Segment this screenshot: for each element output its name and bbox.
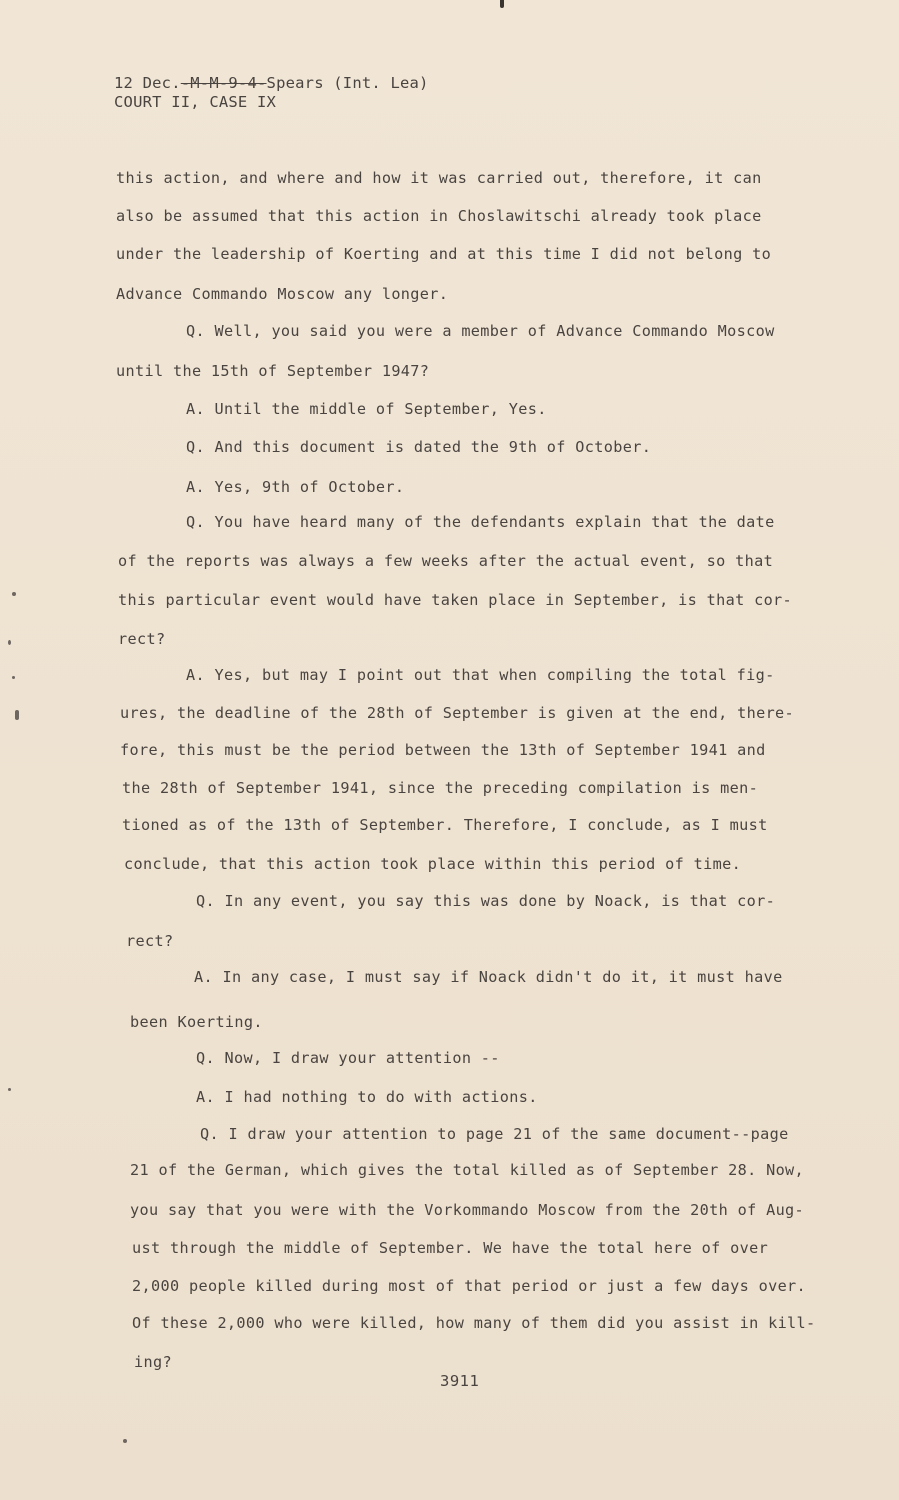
header-date: 12 Dec.	[114, 74, 181, 92]
text-line: ust through the middle of September. We have the total here of over	[132, 1239, 769, 1257]
text-line: rect?	[126, 932, 174, 950]
text-line: A. I had nothing to do with actions.	[196, 1088, 538, 1106]
text-line: Q. You have heard many of the defendants explain that the date	[186, 513, 775, 531]
text-line: Q. Well, you said you were a member of Advance Commando Moscow	[186, 322, 775, 340]
text-line: 21 of the German, which gives the total killed as of September 28. Now,	[130, 1161, 805, 1179]
margin-mark	[8, 640, 11, 645]
margin-mark	[12, 592, 16, 596]
text-line: tioned as of the 13th of September. Therefore, I conclude, as I must	[122, 816, 768, 834]
text-line: 2,000 people killed during most of that period or just a few days over.	[132, 1277, 807, 1295]
header-line-2: COURT II, CASE IX	[114, 93, 277, 111]
margin-mark	[15, 710, 19, 720]
margin-mark	[123, 1439, 127, 1443]
document-header	[114, 74, 429, 112]
margin-mark	[8, 1088, 11, 1091]
text-line: A. Yes, but may I point out that when compiling the total fig-	[186, 666, 775, 684]
top-binding-mark	[500, 0, 504, 8]
text-line: A. Yes, 9th of October.	[186, 478, 405, 496]
text-line: the 28th of September 1941, since the preceding compilation is men-	[122, 779, 759, 797]
text-line: also be assumed that this action in Choslawitschi already took place	[116, 207, 762, 225]
text-line: been Koerting.	[130, 1013, 263, 1031]
text-line: Advance Commando Moscow any longer.	[116, 285, 449, 303]
header-line-1	[114, 74, 429, 93]
text-line: you say that you were with the Vorkommando Moscow from the 20th of Aug-	[130, 1201, 805, 1219]
text-line: Of these 2,000 who were killed, how many of them did you assist in kill-	[132, 1314, 816, 1332]
text-line: this particular event would have taken place in September, is that cor-	[118, 591, 793, 609]
header-name: Spears (Int. Lea)	[266, 74, 429, 92]
text-line: fore, this must be the period between the 13th of September 1941 and	[120, 741, 766, 759]
text-line: of the reports was always a few weeks after the actual event, so that	[118, 552, 774, 570]
text-line: A. Until the middle of September, Yes.	[186, 400, 547, 418]
text-line: Q. I draw your attention to page 21 of the same document--page	[200, 1125, 789, 1143]
text-line: conclude, that this action took place within this period of time.	[124, 855, 742, 873]
text-line: this action, and where and how it was carried out, therefore, it can	[116, 169, 762, 187]
text-line: Q. In any event, you say this was done by Noack, is that cor-	[196, 892, 776, 910]
text-line: Q. Now, I draw your attention --	[196, 1049, 500, 1067]
text-line: ing?	[134, 1353, 172, 1371]
margin-mark	[12, 676, 15, 679]
text-line: ures, the deadline of the 28th of September is given at the end, there-	[120, 704, 795, 722]
text-line: rect?	[118, 630, 166, 648]
text-line: A. In any case, I must say if Noack didn't do it, it must have	[194, 968, 783, 986]
text-line: Q. And this document is dated the 9th of October.	[186, 438, 652, 456]
header-struck-text: -M-M-9-4-	[180, 74, 267, 92]
page-number: 3911	[440, 1372, 480, 1390]
text-line: until the 15th of September 1947?	[116, 362, 430, 380]
text-line: under the leadership of Koerting and at this time I did not belong to	[116, 245, 772, 263]
